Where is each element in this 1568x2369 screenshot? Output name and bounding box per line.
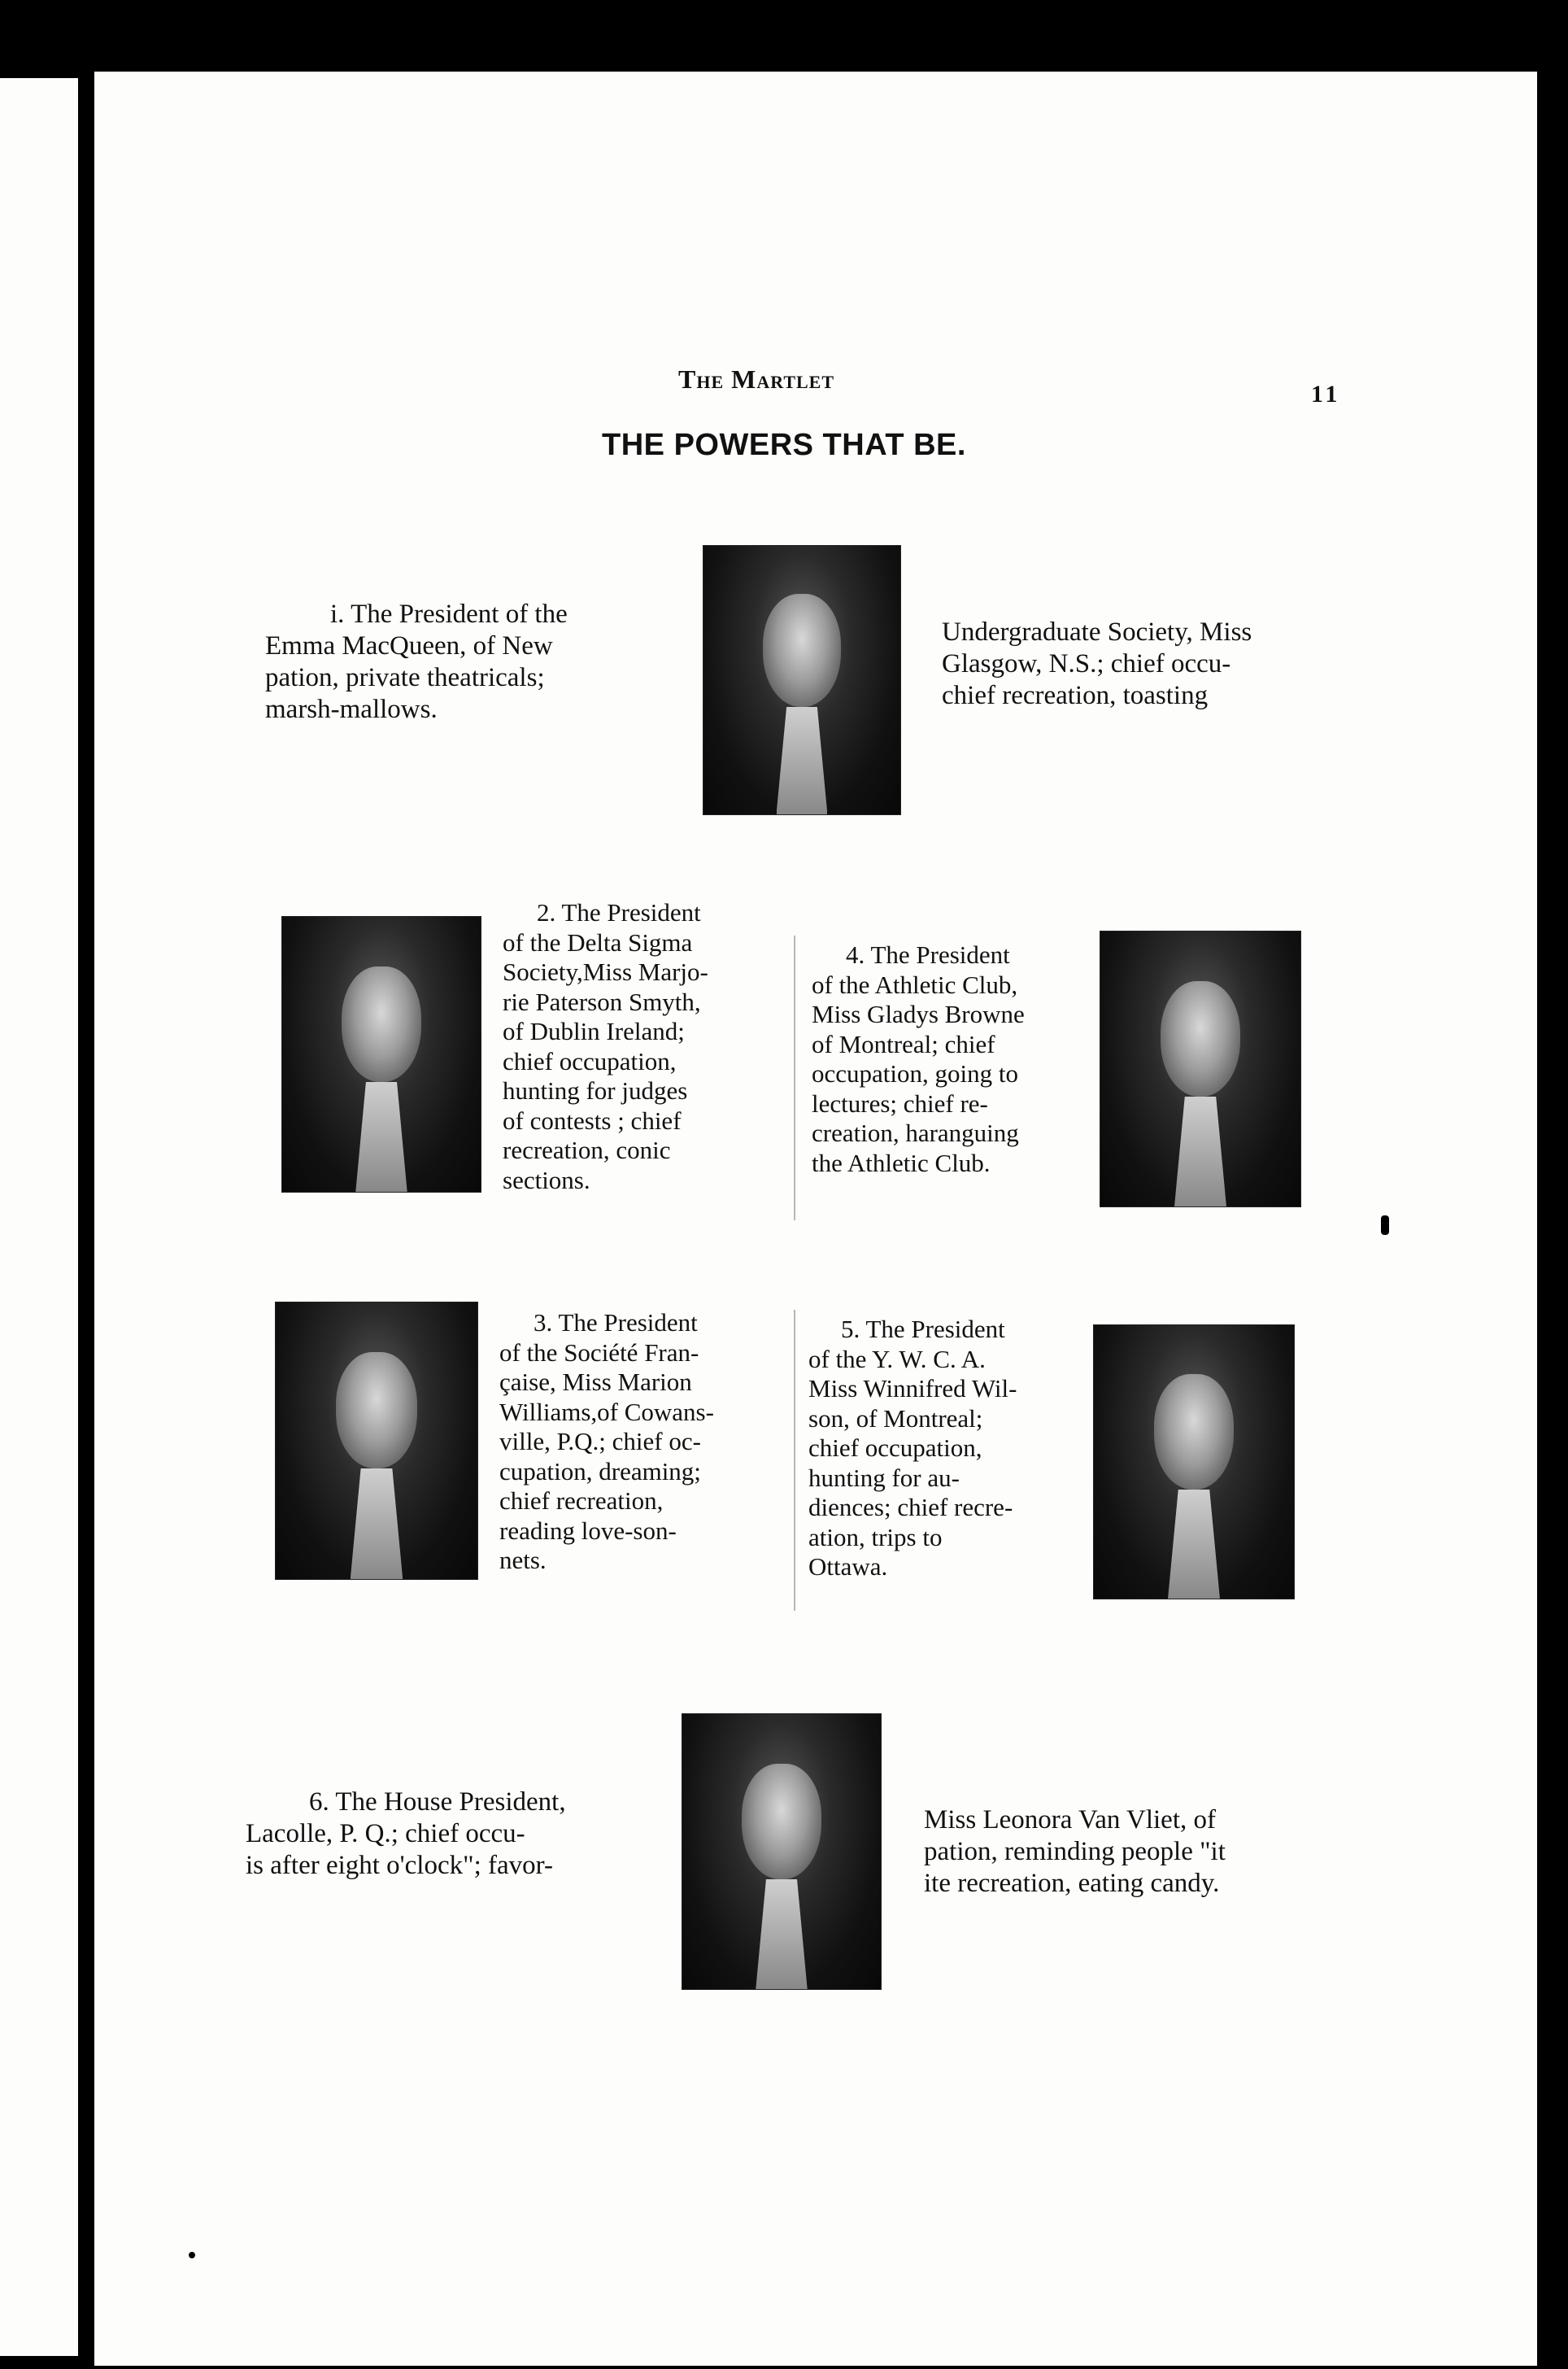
text-line: rie Paterson Smyth,	[503, 987, 701, 1016]
text-line: of the Société Fran-	[499, 1337, 699, 1367]
text-line: of contests ; chief	[503, 1106, 682, 1135]
portrait-photo-5	[1093, 1324, 1295, 1599]
previous-page-edge	[0, 78, 78, 2356]
portrait-face	[742, 1764, 821, 1879]
portrait-photo-3	[275, 1302, 478, 1580]
text-line: diences; chief recre-	[808, 1493, 1013, 1521]
portrait-face	[342, 966, 421, 1082]
text-line: 2. The President	[537, 898, 701, 927]
text-line: occupation, going to	[812, 1059, 1018, 1088]
text-line: pation, private theatricals;	[265, 663, 545, 692]
entry-6-right-text	[924, 1804, 1318, 1900]
text-line: marsh-mallows.	[265, 695, 438, 724]
entry-4-text	[812, 940, 1080, 1178]
portrait-collar	[1174, 1097, 1226, 1206]
text-line: ville, P.Q.; chief oc-	[499, 1427, 701, 1455]
portrait-collar	[355, 1082, 407, 1192]
portrait-collar	[351, 1468, 403, 1579]
text-line: Emma MacQueen, of New	[265, 631, 553, 661]
portrait-collar	[777, 707, 828, 814]
text-line: of the Y. W. C. A.	[808, 1344, 986, 1373]
portrait-collar	[1168, 1490, 1220, 1599]
text-line: reading love-son-	[499, 1516, 677, 1545]
text-line: chief recreation, toasting	[942, 681, 1209, 710]
text-line: 6. The House President,	[309, 1787, 566, 1817]
text-line: 3. The President	[534, 1308, 698, 1337]
column-divider	[794, 936, 795, 1220]
portrait-face	[1154, 1374, 1234, 1489]
portrait-collar	[756, 1879, 807, 1989]
text-line: nets.	[499, 1546, 547, 1574]
text-line: chief occupation,	[503, 1046, 677, 1075]
running-title: The Martlet	[678, 364, 835, 394]
entry-2-text	[503, 898, 777, 1195]
text-line: of the Athletic Club,	[812, 970, 1018, 999]
text-line: Williams,of Cowans-	[499, 1397, 714, 1426]
portrait-photo-1	[703, 545, 901, 815]
page	[94, 72, 1537, 2366]
text-line: pation, reminding people "it	[924, 1837, 1226, 1866]
text-line: sections.	[503, 1165, 590, 1194]
text-line: the Athletic Club.	[812, 1148, 991, 1177]
page-number: 11	[1311, 381, 1341, 408]
entry-3-text	[499, 1308, 774, 1576]
text-line: Miss Gladys Browne	[812, 1000, 1025, 1028]
text-line: Miss Winnifred Wil-	[808, 1374, 1017, 1403]
text-line: creation, haranguing	[812, 1119, 1019, 1147]
entry-1-right-text	[942, 617, 1337, 712]
text-line: Miss Leonora Van Vliet, of	[924, 1805, 1216, 1835]
text-line: ite recreation, eating candy.	[924, 1869, 1220, 1898]
portrait-face	[336, 1352, 416, 1468]
ink-speck	[1381, 1215, 1389, 1235]
text-line: Ottawa.	[808, 1552, 888, 1581]
entry-5-text	[808, 1315, 1072, 1582]
text-line: 5. The President	[841, 1315, 1005, 1343]
section-title: THE POWERS THAT BE.	[602, 428, 966, 462]
text-line: Lacolle, P. Q.; chief occu-	[246, 1819, 525, 1848]
text-line: of Montreal; chief	[812, 1029, 995, 1058]
text-line: Undergraduate Society, Miss	[942, 617, 1252, 647]
text-line: lectures; chief re-	[812, 1089, 988, 1118]
portrait-photo-4	[1100, 931, 1301, 1207]
text-line: of the Delta Sigma	[503, 927, 693, 957]
text-line: cupation, dreaming;	[499, 1456, 701, 1486]
portrait-photo-2	[281, 916, 481, 1193]
text-line: Society,Miss Marjo-	[503, 958, 708, 986]
text-line: hunting for judges	[503, 1076, 688, 1105]
entry-1-left-text	[265, 599, 660, 726]
text-line: ation, trips to	[808, 1522, 943, 1551]
text-line: chief recreation,	[499, 1486, 664, 1515]
ink-speck	[189, 2252, 195, 2258]
text-line: hunting for au-	[808, 1463, 960, 1492]
text-line: son, of Montreal;	[808, 1403, 983, 1433]
text-line: chief occupation,	[808, 1433, 982, 1462]
text-line: of Dublin Ireland;	[503, 1017, 685, 1045]
text-line: Glasgow, N.S.; chief occu-	[942, 649, 1231, 678]
portrait-face	[1161, 981, 1240, 1097]
portrait-photo-6	[682, 1713, 882, 1990]
text-line: 4. The President	[846, 940, 1010, 969]
text-line: is after eight o'clock"; favor-	[246, 1851, 553, 1880]
portrait-face	[763, 594, 842, 707]
column-divider	[794, 1310, 795, 1611]
text-line: i. The President of the	[330, 600, 568, 629]
entry-6-left-text	[246, 1787, 639, 1882]
text-line: çaise, Miss Marion	[499, 1368, 692, 1396]
text-line: recreation, conic	[503, 1136, 671, 1164]
